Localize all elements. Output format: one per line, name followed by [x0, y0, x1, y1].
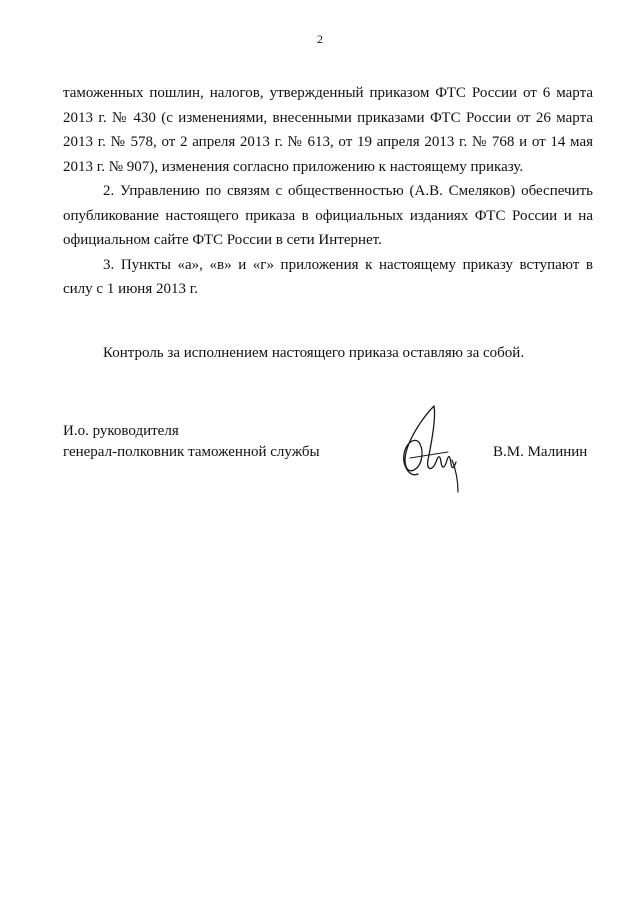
signatory-title: [63, 421, 320, 463]
signatory-title-line-2: генерал-полковник таможенной службы: [63, 444, 320, 460]
signatory-title-line-1: И.о. руководителя: [63, 423, 179, 439]
paragraph-item-3: 3. Пункты «а», «в» и «г» приложения к настоящему приказу вступают в силу с 1 июня 2013 г.: [63, 256, 593, 297]
handwritten-signature: [396, 400, 466, 495]
signatory-name: В.М. Малинин: [493, 444, 588, 460]
closing-statement: Контроль за исполнением настоящего приказа оставляю за собой.: [103, 345, 525, 361]
paragraph-item-2: 2. Управлению по связям с общественностью (А.В. Смеляков) обеспечить опубликование настоящего приказа в официальных изданиях ФТС России и на официальном сайте ФТС России в сети Интернет.: [63, 183, 593, 248]
document-body: [63, 81, 593, 302]
paragraph-continuation: таможенных пошлин, налогов, утвержденный приказом ФТС России от 6 марта 2013 г. № 430 (с изменениями, внесенными приказами ФТС России от 26 марта 2013 г. № 578, от 2 апреля 2013 г. № 613, от 19 апреля 2013 г. № 768 и от 14 мая 2013 г. № 907), изменения согласно приложению к настоящему приказу.: [63, 85, 593, 175]
page-number: 2: [317, 32, 323, 46]
